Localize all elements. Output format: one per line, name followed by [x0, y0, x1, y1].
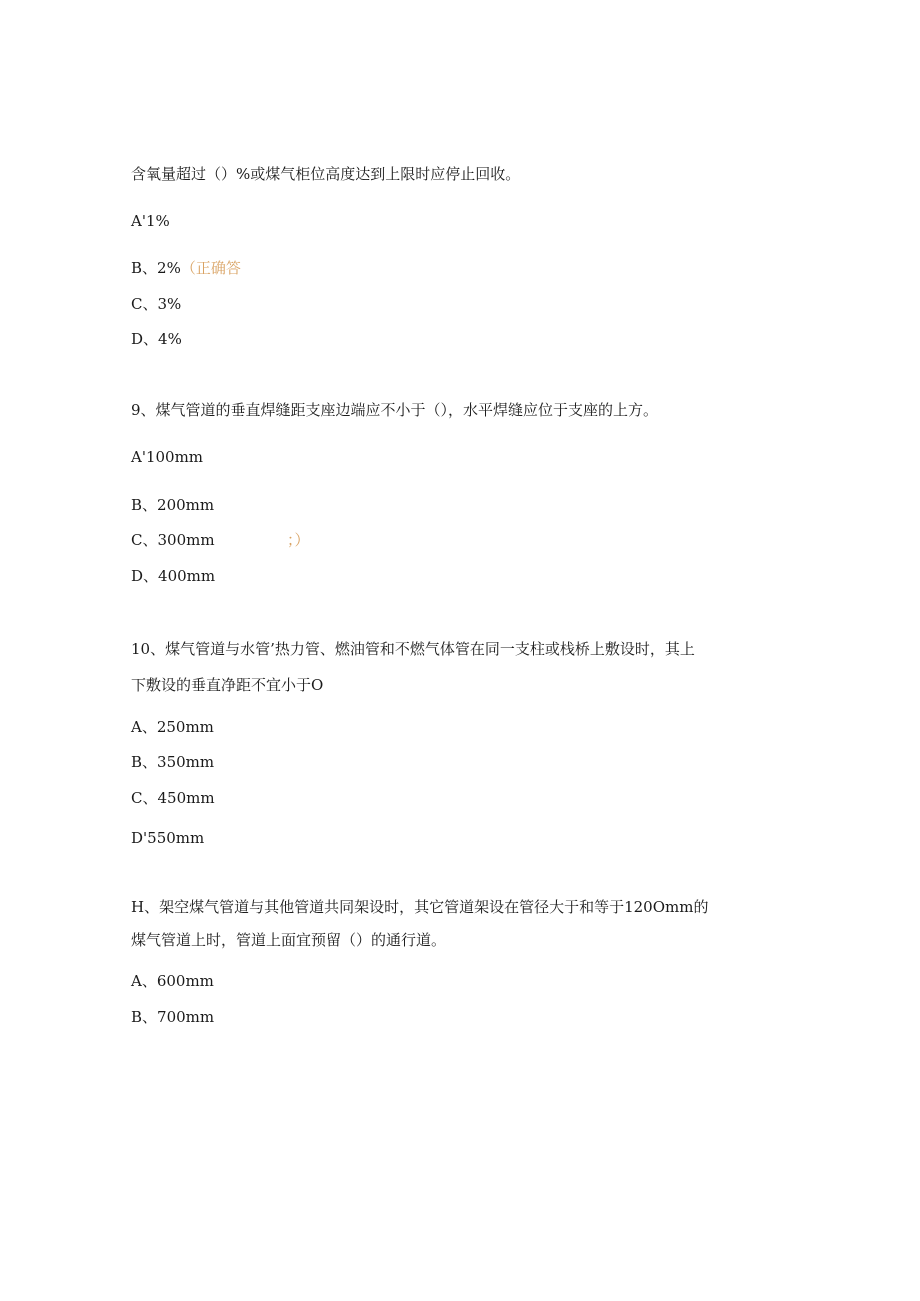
question-9-option-a: A'100mm [131, 448, 204, 466]
question-9-option-c: C、300mm [131, 531, 215, 549]
option-text: B、2% [131, 259, 181, 277]
question-10-stem-line-1: 10、煤气管道与水管’热力管、燃油管和不燃气体管在同一支柱或栈桥上敷设时，其上 [131, 640, 695, 658]
question-10-option-d: D'550mm [131, 829, 205, 847]
question-9-option-d: D、400mm [131, 567, 216, 585]
question-8-option-c: C、3% [131, 295, 182, 313]
question-8-option-d: D、4% [131, 330, 182, 348]
question-11-option-a: A、600mm [131, 972, 214, 990]
question-9-stem: 9、煤气管道的垂直焊缝距支座边端应不小于（），水平焊缝应位于支座的上方。 [131, 401, 659, 419]
question-10-option-b: B、350mm [131, 753, 215, 771]
question-9-option-b: B、200mm [131, 496, 215, 514]
question-11-stem-line-1: H、架空煤气管道与其他管道共同架设时，其它管道架设在管径大于和等于120Omm的 [131, 898, 709, 916]
question-11-stem-line-2: 煤气管道上时，管道上面宜预留（）的通行道。 [131, 931, 447, 949]
question-8-option-b [131, 258, 241, 278]
question-8-stem: 含氧量超过（）%或煤气柜位高度达到上限时应停止回收。 [131, 165, 521, 183]
question-11-option-b: B、700mm [131, 1008, 215, 1026]
answer-annotation: （正确答 [180, 259, 241, 277]
question-10-option-a: A、250mm [131, 718, 214, 736]
answer-annotation-fragment: ；） [287, 531, 310, 549]
question-10-option-c: C、450mm [131, 789, 215, 807]
question-10-stem-line-2: 下敷设的垂直净距不宜小于O [131, 676, 324, 694]
question-8-option-a: A'1% [131, 212, 170, 230]
